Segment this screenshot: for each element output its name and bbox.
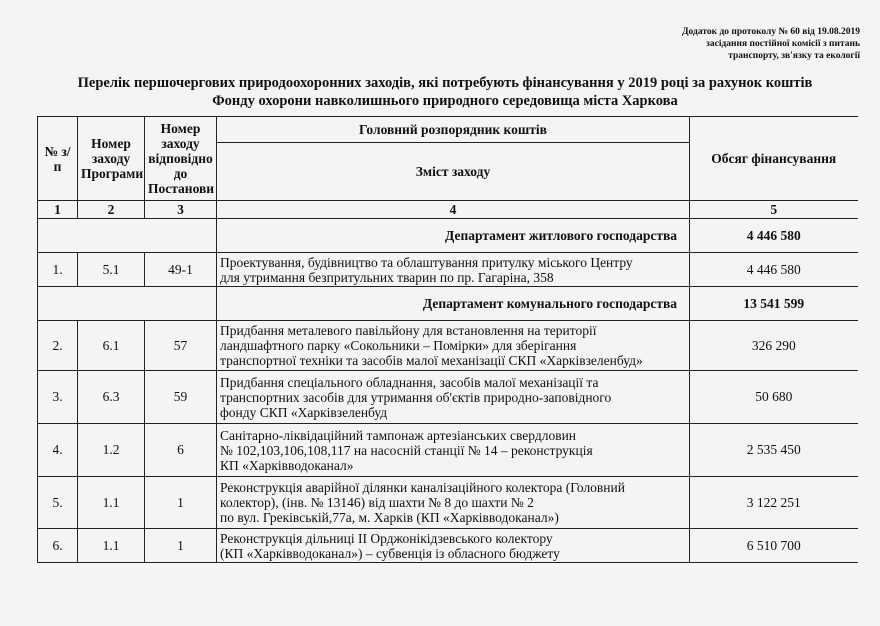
- row-resolution-no: 1: [145, 477, 217, 529]
- row-no: 4.: [38, 424, 78, 477]
- row-program-no: 5.1: [78, 253, 145, 287]
- col-header-content: Зміст заходу: [217, 143, 690, 201]
- row-description: [217, 253, 690, 287]
- table-row: [38, 529, 858, 563]
- protocol-annex-note: [682, 26, 860, 62]
- row-description: [217, 529, 690, 563]
- row-no: 2.: [38, 321, 78, 371]
- description-line: ландшафтного парку «Сокольники – Помірки» для зберігання: [220, 338, 577, 353]
- department-row: [38, 219, 858, 253]
- measures-table: [37, 116, 858, 563]
- row-description: [217, 424, 690, 477]
- table-row: [38, 321, 858, 371]
- department-row: [38, 287, 858, 321]
- col-header-amount: Обсяг фінансування: [690, 117, 858, 201]
- row-program-no: 6.1: [78, 321, 145, 371]
- title-line: Перелік першочергових природоохоронних заходів, які потребують фінансування у 2019 році за рахунок коштів: [77, 75, 813, 91]
- document-title: [30, 74, 860, 110]
- description-line: Санітарно-ліквідаційний тампонаж артезіанських свердловин: [220, 427, 577, 443]
- department-name: Департамент житлового господарства: [217, 219, 690, 253]
- col-number: 2: [78, 201, 145, 219]
- row-resolution-no: 6: [145, 424, 217, 477]
- col-number: 1: [38, 201, 78, 219]
- description-line: Реконструкція дільниці II Орджонікідзевського колектору: [220, 530, 553, 546]
- row-program-no: 6.3: [78, 371, 145, 424]
- description-line: для утримання безпритульних тварин по пр. Гагаріна, 358: [220, 269, 554, 285]
- row-amount: 3 122 251: [690, 477, 858, 529]
- col-number: 5: [690, 201, 858, 219]
- col-header-no: № з/п: [38, 117, 78, 201]
- title-line: Фонду охорони навколишнього природного середовища міста Харкова: [212, 93, 678, 109]
- description-line: № 102,103,106,108,117 на насосній станції № 14 – реконструкція: [220, 442, 593, 458]
- row-resolution-no: 57: [145, 321, 217, 371]
- row-resolution-no: 59: [145, 371, 217, 424]
- row-amount: 326 290: [690, 321, 858, 371]
- col-number: 4: [217, 201, 690, 219]
- row-description: [217, 477, 690, 529]
- col-header-program: Номер заходу Програми: [78, 117, 145, 201]
- description-line: (КП «Харківводоканал») – субвенція із обласного бюджету: [220, 545, 560, 561]
- table-row: [38, 477, 858, 529]
- description-line: Придбання спеціального обладнання, засобів малої механізації та: [220, 374, 599, 390]
- row-no: 1.: [38, 253, 78, 287]
- row-resolution-no: 1: [145, 529, 217, 563]
- department-total: 13 541 599: [690, 287, 858, 321]
- row-amount: 50 680: [690, 371, 858, 424]
- description-line: транспортних засобів для утримання об'єктів природно-заповідного: [220, 389, 612, 405]
- description-line: по вул. Греківській,77а, м. Харків (КП «Харківводоканал»): [220, 510, 559, 525]
- department-total: 4 446 580: [690, 219, 858, 253]
- department-name: Департамент комунального господарства: [217, 287, 690, 321]
- annex-line: Додаток до протоколу № 60 від 19.08.2019: [682, 27, 860, 37]
- row-program-no: 1.1: [78, 529, 145, 563]
- description-line: КП «Харківводоканал»: [220, 457, 354, 473]
- table-row: [38, 424, 858, 477]
- table-row: [38, 253, 858, 287]
- row-amount: 4 446 580: [690, 253, 858, 287]
- description-line: транспортної техніки та засобів малої механізації СКП «Харківзеленбуд»: [220, 353, 643, 368]
- row-description: [217, 321, 690, 371]
- description-line: Придбання металевого павільйону для встановлення на території: [220, 323, 597, 338]
- row-resolution-no: 49-1: [145, 253, 217, 287]
- description-line: Реконструкція аварійної ділянки каналізаційного колектора (Головний: [220, 480, 625, 495]
- table-row: [38, 371, 858, 424]
- row-description: [217, 371, 690, 424]
- description-line: колектор), (інв. № 13146) від шахти № 8 до шахти № 2: [220, 495, 534, 510]
- description-line: фонду СКП «Харківзеленбуд: [220, 404, 388, 420]
- row-no: 5.: [38, 477, 78, 529]
- annex-line: засідання постійної комісії з питань: [706, 39, 860, 49]
- col-header-resolution: Номер заходу відповідно до Постанови: [145, 117, 217, 201]
- row-program-no: 1.1: [78, 477, 145, 529]
- row-no: 6.: [38, 529, 78, 563]
- row-no: 3.: [38, 371, 78, 424]
- col-header-manager: Головний розпорядник коштів: [217, 117, 690, 143]
- row-amount: 2 535 450: [690, 424, 858, 477]
- row-program-no: 1.2: [78, 424, 145, 477]
- row-amount: 6 510 700: [690, 529, 858, 563]
- col-number: 3: [145, 201, 217, 219]
- annex-line: транспорту, зв'язку та екології: [728, 51, 860, 61]
- description-line: Проектування, будівництво та облаштування притулку міського Центру: [220, 254, 633, 270]
